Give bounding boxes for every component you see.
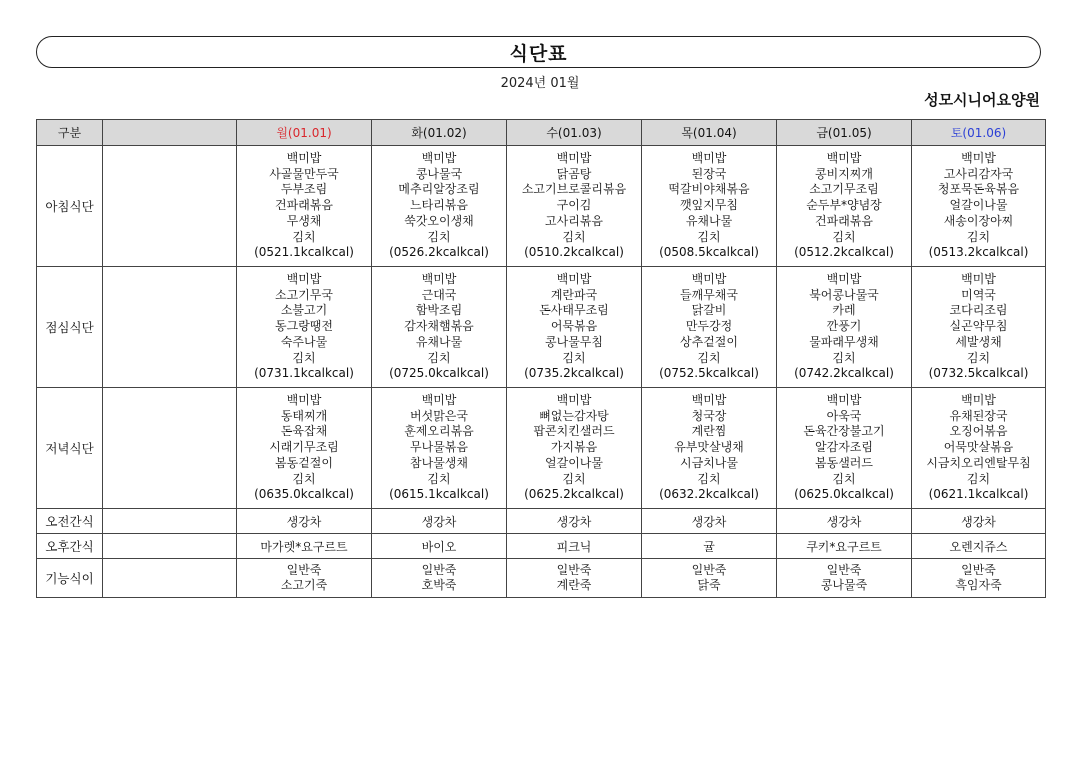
functional-cell-mon — [237, 559, 372, 598]
menu-item: 알감자조림 — [815, 440, 873, 455]
menu-item: 백미밥 — [691, 271, 727, 286]
menu-item: 돈육잡채 — [280, 424, 328, 439]
menu-item: 만두강정 — [685, 319, 733, 334]
breakfast-cell-thu — [642, 146, 777, 267]
row-label-am-snack: 오전간식 — [37, 509, 103, 534]
blank-cell — [103, 534, 237, 559]
menu-item: 닭곰탕 — [556, 166, 592, 181]
menu-item: 소불고기 — [280, 303, 328, 318]
menu-item: 돈사태무조림 — [539, 303, 609, 318]
menu-item: 카레 — [832, 303, 856, 318]
breakfast-cell-mon — [237, 146, 372, 267]
menu-item: 세발생채 — [955, 334, 1002, 349]
menu-item: 두부조림 — [280, 182, 328, 197]
breakfast-cell-sat — [912, 146, 1046, 267]
menu-item: 소고기무조림 — [809, 182, 879, 197]
menu-item: 느타리볶음 — [410, 198, 468, 213]
pm-snack-row — [37, 534, 1046, 559]
menu-item: 백미밥 — [286, 392, 322, 407]
menu-item: 김치 — [292, 229, 316, 244]
menu-item: 백미밥 — [556, 392, 592, 407]
menu-item: 김치 — [427, 229, 451, 244]
menu-item: 상추겉절이 — [680, 334, 738, 349]
lunch-cell-sat — [912, 267, 1046, 388]
blank-cell — [103, 509, 237, 534]
menu-item: 백미밥 — [286, 150, 322, 165]
menu-item: 쑥갓오이생채 — [404, 213, 474, 228]
snack-item: 마가렛*요구르트 — [260, 539, 348, 554]
menu-item: 김치 — [292, 471, 316, 486]
calorie-total: (0615.1kcalkcal) — [389, 487, 489, 502]
calorie-total: (0513.2kcalkcal) — [928, 245, 1029, 260]
breakfast-cell-wed — [507, 146, 642, 267]
am-snack-cell-tue — [372, 509, 507, 534]
pm-snack-cell-sat — [912, 534, 1046, 559]
header-day-wed: 수(01.03) — [507, 120, 642, 146]
lunch-cell-tue — [372, 267, 507, 388]
menu-item: 백미밥 — [286, 271, 322, 286]
menu-item: 건파래볶음 — [815, 213, 873, 228]
calorie-total: (0621.1kcalkcal) — [928, 487, 1029, 502]
header-day-thu: 목(01.04) — [642, 120, 777, 146]
calorie-total: (0625.0kcalkcal) — [794, 487, 894, 502]
row-label-breakfast: 아침식단 — [37, 146, 103, 267]
menu-item: 무나물볶음 — [410, 440, 468, 455]
dinner-cell-sat — [912, 388, 1046, 509]
blank-cell — [103, 388, 237, 509]
menu-item: 백미밥 — [961, 392, 996, 407]
menu-item: 소고기브로콜리볶음 — [521, 182, 627, 197]
menu-item: 콩나물죽 — [820, 578, 868, 592]
menu-item: 순두부*양념장 — [806, 198, 882, 213]
snack-item: 쿠키*요구르트 — [806, 539, 882, 554]
menu-item: 아욱국 — [826, 408, 862, 423]
dinner-cell-tue — [372, 388, 507, 509]
am-snack-cell-wed — [507, 509, 642, 534]
menu-item: 일반죽 — [556, 563, 592, 577]
menu-item: 콩비지찌개 — [815, 166, 873, 181]
menu-item: 동그랑땡전 — [275, 319, 333, 334]
header-day-tue: 화(01.02) — [372, 120, 507, 146]
menu-item: 일반죽 — [286, 563, 322, 577]
pm-snack-cell-tue — [372, 534, 507, 559]
row-label-functional: 기능식이 — [37, 559, 103, 598]
header-row — [37, 120, 1046, 146]
calorie-total: (0635.0kcalkcal) — [254, 487, 354, 502]
organization-name: 성모시니어요양원 — [924, 91, 1040, 109]
menu-item: 사골물만두국 — [269, 166, 339, 181]
menu-item: 닭죽 — [697, 578, 721, 592]
meal-plan-table — [36, 119, 1046, 598]
breakfast-cell-fri — [777, 146, 912, 267]
menu-item: 콩나물국 — [415, 166, 463, 181]
menu-item: 김치 — [427, 471, 451, 486]
blank-cell — [103, 267, 237, 388]
menu-item: 유채나물 — [415, 334, 463, 349]
blank-cell — [103, 146, 237, 267]
menu-item: 김치 — [832, 350, 856, 365]
menu-item: 김치 — [562, 229, 586, 244]
menu-item: 호박죽 — [421, 578, 457, 592]
menu-item: 북어콩나물국 — [809, 287, 879, 302]
menu-item: 새송이장아찌 — [943, 213, 1014, 228]
am-snack-cell-sat — [912, 509, 1046, 534]
row-label-pm-snack: 오후간식 — [37, 534, 103, 559]
menu-item: 유부맛살냉채 — [674, 440, 744, 455]
snack-item: 생강차 — [556, 514, 592, 529]
menu-item: 일반죽 — [421, 563, 457, 577]
menu-item: 무생채 — [286, 213, 322, 228]
menu-item: 김치 — [697, 229, 721, 244]
menu-item: 소고기죽 — [280, 578, 328, 592]
menu-item: 팝콘치킨샐러드 — [533, 424, 615, 439]
menu-item: 김치 — [966, 229, 991, 244]
menu-item: 오징어볶음 — [949, 424, 1008, 439]
calorie-total: (0725.0kcalkcal) — [389, 366, 489, 381]
snack-item: 오렌지쥬스 — [949, 539, 1008, 554]
menu-item: 일반죽 — [691, 563, 727, 577]
menu-item: 김치 — [697, 471, 721, 486]
calorie-total: (0731.1kcalkcal) — [254, 366, 354, 381]
menu-item: 봄동샐러드 — [815, 455, 873, 470]
header-corner: 구분 — [37, 120, 103, 146]
calorie-total: (0632.2kcalkcal) — [659, 487, 759, 502]
snack-item: 생강차 — [961, 514, 996, 529]
menu-item: 봄동겉절이 — [275, 455, 333, 470]
menu-item: 백미밥 — [826, 150, 862, 165]
am-snack-cell-fri — [777, 509, 912, 534]
menu-item: 돈육간장불고기 — [803, 424, 885, 439]
menu-item: 떡갈비야채볶음 — [668, 182, 750, 197]
calorie-total: (0526.2kcalkcal) — [389, 245, 489, 260]
pm-snack-cell-thu — [642, 534, 777, 559]
calorie-total: (0521.1kcalkcal) — [254, 245, 354, 260]
header-day-fri: 금(01.05) — [777, 120, 912, 146]
calorie-total: (0510.2kcalkcal) — [524, 245, 624, 260]
functional-cell-thu — [642, 559, 777, 598]
menu-item: 시금치나물 — [680, 455, 738, 470]
menu-item: 계란파국 — [550, 287, 598, 302]
functional-cell-sat — [912, 559, 1046, 598]
menu-item: 백미밥 — [826, 392, 862, 407]
menu-item: 구이김 — [556, 198, 592, 213]
menu-item: 훈제오리볶음 — [404, 424, 474, 439]
menu-item: 김치 — [832, 229, 856, 244]
blank-cell — [103, 559, 237, 598]
functional-diet-row — [37, 559, 1046, 598]
menu-item: 된장국 — [691, 166, 727, 181]
menu-item: 얼갈이나물 — [949, 198, 1008, 213]
row-label-dinner: 저녁식단 — [37, 388, 103, 509]
menu-item: 김치 — [966, 350, 991, 365]
snack-item: 바이오 — [421, 539, 457, 554]
menu-item: 계란죽 — [556, 578, 592, 592]
calorie-total: (0508.5kcalkcal) — [659, 245, 759, 260]
menu-item: 메추리알장조림 — [398, 182, 480, 197]
lunch-cell-thu — [642, 267, 777, 388]
pm-snack-cell-mon — [237, 534, 372, 559]
menu-item: 백미밥 — [961, 150, 996, 165]
lunch-cell-mon — [237, 267, 372, 388]
menu-item: 어묵볶음 — [550, 319, 598, 334]
menu-item: 김치 — [292, 350, 316, 365]
header-day-mon: 월(01.01) — [237, 120, 372, 146]
menu-item: 시금치오리엔탈무침 — [926, 455, 1031, 470]
row-label-lunch: 점심식단 — [37, 267, 103, 388]
menu-item: 함박조림 — [415, 303, 463, 318]
menu-item: 어묵맛살볶음 — [943, 440, 1014, 455]
menu-item: 닭갈비 — [691, 303, 727, 318]
menu-item: 백미밥 — [691, 392, 727, 407]
menu-item: 백미밥 — [421, 392, 457, 407]
calorie-total: (0732.5kcalkcal) — [928, 366, 1029, 381]
functional-cell-wed — [507, 559, 642, 598]
functional-cell-fri — [777, 559, 912, 598]
snack-item: 생강차 — [421, 514, 457, 529]
menu-item: 콩나물무침 — [545, 334, 603, 349]
menu-item: 유채나물 — [685, 213, 733, 228]
menu-item: 근대국 — [421, 287, 457, 302]
menu-item: 백미밥 — [556, 150, 592, 165]
header-day-sat: 토(01.06) — [912, 120, 1046, 146]
header-blank — [103, 120, 237, 146]
menu-item: 백미밥 — [826, 271, 862, 286]
dinner-cell-fri — [777, 388, 912, 509]
menu-item: 뼈없는감자탕 — [539, 408, 609, 423]
am-snack-cell-mon — [237, 509, 372, 534]
menu-item: 백미밥 — [691, 150, 727, 165]
menu-item: 백미밥 — [421, 271, 457, 286]
pm-snack-cell-wed — [507, 534, 642, 559]
menu-item: 김치 — [562, 471, 586, 486]
calorie-total: (0752.5kcalkcal) — [659, 366, 759, 381]
snack-item: 생강차 — [286, 514, 322, 529]
menu-item: 코다리조림 — [949, 303, 1008, 318]
snack-item: 피크닉 — [556, 539, 592, 554]
am-snack-row — [37, 509, 1046, 534]
breakfast-row — [37, 146, 1046, 267]
breakfast-cell-tue — [372, 146, 507, 267]
menu-item: 물파래무생채 — [809, 334, 879, 349]
menu-item: 미역국 — [961, 287, 996, 302]
menu-item: 일반죽 — [961, 563, 996, 577]
functional-cell-tue — [372, 559, 507, 598]
menu-item: 백미밥 — [961, 271, 996, 286]
lunch-cell-wed — [507, 267, 642, 388]
dinner-cell-thu — [642, 388, 777, 509]
menu-item: 계란찜 — [691, 424, 727, 439]
menu-item: 실곤약무침 — [949, 319, 1008, 334]
menu-item: 청포묵돈육볶음 — [937, 182, 1020, 197]
pm-snack-cell-fri — [777, 534, 912, 559]
calorie-total: (0742.2kcalkcal) — [794, 366, 894, 381]
period-label: 2024년 01월 — [500, 76, 580, 91]
menu-item: 김치 — [562, 350, 586, 365]
calorie-total: (0625.2kcalkcal) — [524, 487, 624, 502]
menu-item: 유채된장국 — [949, 408, 1008, 423]
snack-item: 생강차 — [826, 514, 862, 529]
dinner-row — [37, 388, 1046, 509]
menu-item: 건파래볶음 — [275, 198, 333, 213]
dinner-cell-wed — [507, 388, 642, 509]
menu-item: 감자채햄볶음 — [404, 319, 474, 334]
menu-item: 버섯맑은국 — [410, 408, 468, 423]
title-banner — [36, 36, 1041, 68]
menu-item: 깐풍기 — [826, 319, 862, 334]
menu-item: 숙주나물 — [280, 334, 328, 349]
calorie-total: (0512.2kcalkcal) — [794, 245, 894, 260]
menu-item: 시래기무조림 — [269, 440, 339, 455]
menu-item: 참나물생채 — [410, 455, 468, 470]
menu-item: 가지볶음 — [550, 440, 598, 455]
am-snack-cell-thu — [642, 509, 777, 534]
lunch-cell-fri — [777, 267, 912, 388]
snack-item: 생강차 — [691, 514, 727, 529]
menu-item: 김치 — [697, 350, 721, 365]
menu-item: 소고기무국 — [275, 287, 333, 302]
page-title: 식단표 — [509, 42, 568, 65]
menu-item: 동태찌개 — [280, 408, 328, 423]
lunch-row — [37, 267, 1046, 388]
menu-item: 얼갈이나물 — [545, 455, 603, 470]
dinner-cell-mon — [237, 388, 372, 509]
menu-item: 김치 — [427, 350, 451, 365]
menu-item: 흑임자죽 — [955, 578, 1002, 592]
snack-item: 귤 — [703, 539, 715, 554]
menu-item: 일반죽 — [826, 563, 862, 577]
menu-item: 김치 — [966, 471, 991, 486]
menu-item: 백미밥 — [556, 271, 592, 286]
menu-item: 백미밥 — [421, 150, 457, 165]
menu-item: 들깨무채국 — [680, 287, 738, 302]
menu-item: 깻잎지무침 — [680, 198, 738, 213]
menu-item: 청국장 — [691, 408, 727, 423]
menu-item: 고사리감자국 — [943, 166, 1014, 181]
menu-item: 김치 — [832, 471, 856, 486]
menu-item: 고사리볶음 — [545, 213, 603, 228]
calorie-total: (0735.2kcalkcal) — [524, 366, 624, 381]
